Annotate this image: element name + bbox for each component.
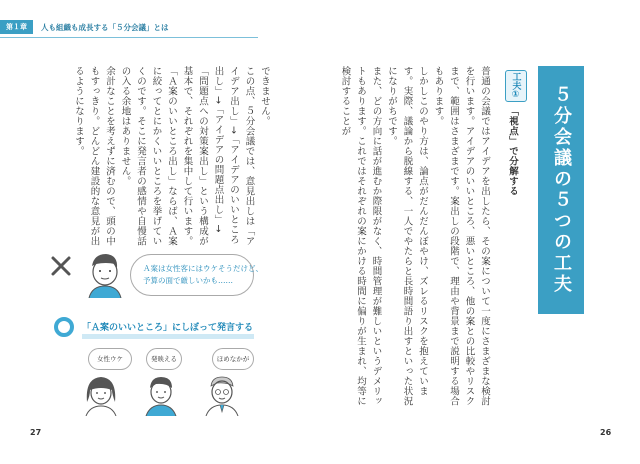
section-title: ５分会議の５つの工夫 <box>551 85 572 295</box>
bad-example-speech-bubble <box>130 254 263 296</box>
section-title-banner <box>538 66 584 314</box>
chapter-label: 第１章 <box>0 20 33 34</box>
right-paragraph-2: しかしこのやり方は、論点がだんだんぼやけ、ズレるリスクを抱えています。実際、議論から脱線する、一人でやたらと長時間語り出すといった状況になりがちです。 <box>386 66 428 406</box>
chapter-header <box>0 18 258 36</box>
left-paragraph-1: できません。 <box>259 66 270 126</box>
woman-illustration-icon <box>82 372 120 416</box>
good-bubble-2: 発映える <box>146 348 182 370</box>
good-heading-highlight <box>82 334 254 339</box>
bad-example-line2: 予算の面で厳しいかも…… <box>143 276 233 285</box>
good-bubble-3: ほめなかが <box>212 348 254 370</box>
right-page-body <box>339 66 492 406</box>
subsection-label: 工夫① <box>510 72 521 100</box>
left-paragraph-2: この点、５分会議では、意見出しは「アイデア出し」→「アイデアのいいところ出し」→「アイデアの問題点出し」→「問題点への対策案出し」という構成が基本で、それぞれを集中して行います。 <box>181 66 255 246</box>
page-number-left: 27 <box>30 428 42 437</box>
good-bubble-1: 女性ウケ <box>88 348 132 370</box>
left-paragraph-4: 余計なことを考えずに済むので、頭の中もすっきり。どんどん建設的な意見が出るようになります。 <box>73 66 115 246</box>
subsection-label-box <box>505 70 527 102</box>
circle-icon <box>54 317 74 337</box>
subsection-heading: 「視点」で分解する <box>507 106 518 196</box>
left-page-body <box>62 66 272 246</box>
cross-icon <box>50 255 72 277</box>
man-illustration-icon <box>142 372 180 416</box>
chapter-title: 人も組織も成長する「５分会議」とは <box>41 22 169 32</box>
page-number-right: 26 <box>600 428 612 437</box>
bad-example-line1: Ａ案は女性客にはウケそうだけど、 <box>143 264 263 273</box>
man-illustration-icon <box>84 250 124 298</box>
older-man-illustration-icon <box>202 372 242 416</box>
left-paragraph-3: 「Ａ案のいいところ出し」ならば、Ａ案に絞ってとにかくいいところを挙げていくのです。そこに発言者の感情や自慢話の入る余地はありません。 <box>119 66 177 246</box>
right-paragraph-3: また、どの方向に話が進むか際限がなく、時間管理が難しいというデメリットもあります。これではそれぞれの案にかける時間に偏りが生まれ、均等に検討することが <box>339 66 382 406</box>
right-paragraph-1: 普通の会議ではアイデアを出したら、その案について一度にさまざまな検討を行います。アイデアのいいところ、悪いところ、他の案との比較やリスクまで、範囲はさまざまです。案出しの段階で、理由や背景まで説明する場合もあります。 <box>432 66 490 406</box>
good-example-heading: 「Ａ案のいいところ」にしぼって発言する <box>82 323 254 333</box>
header-divider <box>0 37 258 38</box>
